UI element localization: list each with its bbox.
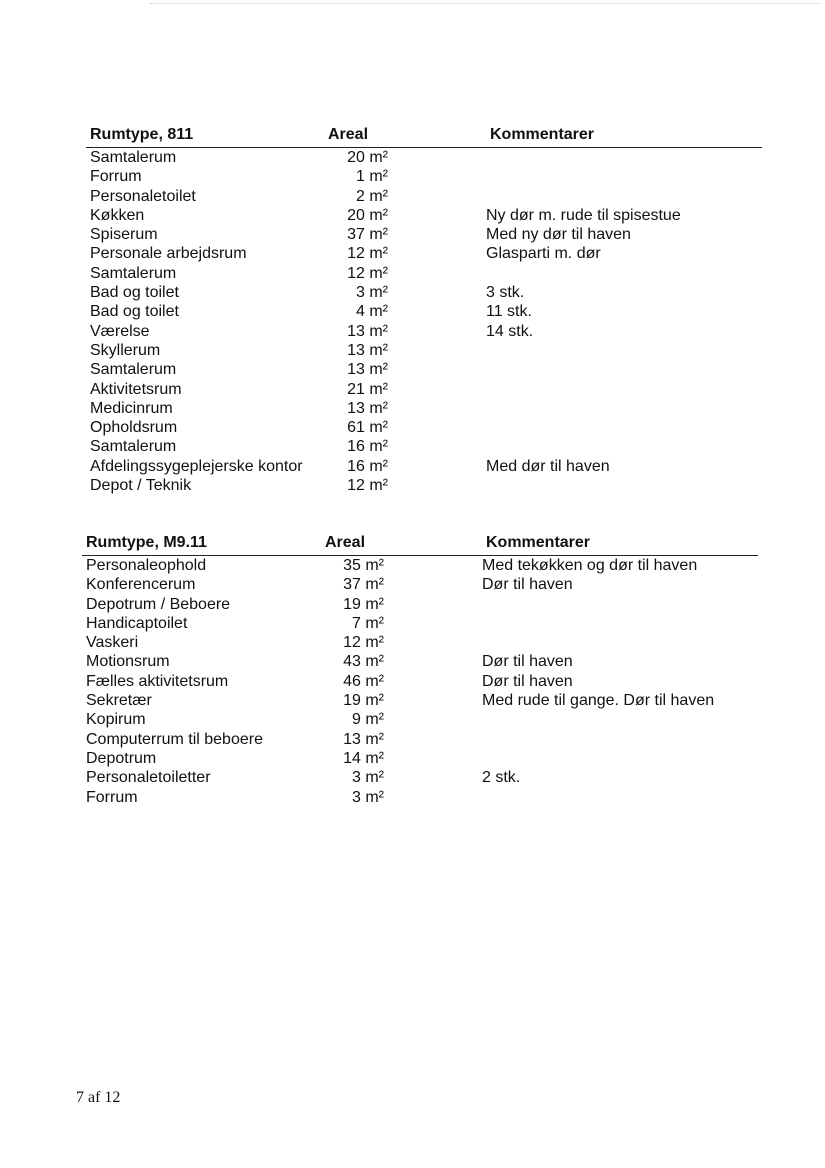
room-name-cell: Skyllerum <box>90 341 161 359</box>
area-cell: 9 m² <box>352 711 384 729</box>
area-cell: 37 m² <box>347 226 388 244</box>
room-name-cell: Spiserum <box>90 226 158 244</box>
table-row <box>86 437 762 456</box>
table-row <box>86 264 762 283</box>
area-cell: 16 m² <box>347 438 388 456</box>
table-row <box>82 614 758 633</box>
area-cell: 20 m² <box>347 149 388 166</box>
area-cell: 37 m² <box>343 576 384 594</box>
table-row <box>82 730 758 749</box>
area-cell: 12 m² <box>347 477 388 495</box>
room-type-heading: Rumtype, M9.11 <box>86 534 207 551</box>
room-name-cell: Sekretær <box>86 692 152 710</box>
area-cell: 13 m² <box>347 341 388 359</box>
area-heading: Areal <box>328 126 369 143</box>
area-cell: 13 m² <box>343 730 384 748</box>
table-row <box>82 672 758 691</box>
room-name-cell: Forrum <box>90 168 142 186</box>
table-row <box>82 652 758 671</box>
area-cell: 61 m² <box>347 419 388 437</box>
area-cell: 21 m² <box>347 380 388 398</box>
room-name-cell: Medicinrum <box>90 399 173 417</box>
area-cell: 19 m² <box>343 692 384 710</box>
comment-cell: Med ny dør til haven <box>486 226 631 244</box>
room-name-cell: Samtalerum <box>90 264 177 282</box>
room-name-cell: Handicaptoilet <box>86 614 188 632</box>
area-cell: 16 m² <box>347 457 388 475</box>
table-row <box>86 225 762 244</box>
room-name-cell: Vaskeri <box>86 634 139 652</box>
table-row <box>86 283 762 302</box>
area-cell: 46 m² <box>343 672 384 690</box>
table-row <box>82 788 758 807</box>
area-cell: 13 m² <box>347 399 388 417</box>
area-heading: Areal <box>325 534 366 551</box>
table-row <box>82 749 758 768</box>
area-cell: 19 m² <box>343 595 384 613</box>
room-name-cell: Personaletoiletter <box>86 769 211 787</box>
comments-heading: Kommentarer <box>490 126 595 143</box>
room-name-cell: Depotrum <box>86 749 157 767</box>
page-number: 7 af 12 <box>76 1089 121 1106</box>
comment-cell: Dør til haven <box>482 653 573 671</box>
room-name-cell: Kopirum <box>86 711 146 729</box>
room-name-cell: Aktivitetsrum <box>90 380 182 398</box>
area-cell: 2 m² <box>356 187 388 205</box>
table-header <box>86 124 762 148</box>
table-row <box>86 206 762 225</box>
comment-cell: Med dør til haven <box>486 457 610 475</box>
table-row <box>86 476 762 495</box>
table-row <box>86 380 762 399</box>
room-name-cell: Personaleophold <box>86 557 207 574</box>
table-row <box>86 302 762 321</box>
table-row <box>86 418 762 437</box>
room-name-cell: Computerrum til beboere <box>86 730 263 748</box>
table-row <box>82 575 758 594</box>
area-cell: 3 m² <box>352 788 384 806</box>
room-name-cell: Personale arbejdsrum <box>90 245 247 263</box>
table-row <box>86 341 762 360</box>
area-cell: 14 m² <box>343 749 384 767</box>
area-cell: 13 m² <box>347 361 388 379</box>
room-name-cell: Samtalerum <box>90 149 177 166</box>
room-name-cell: Bad og toilet <box>90 284 179 302</box>
comment-cell: Dør til haven <box>482 576 573 594</box>
table-row <box>82 691 758 710</box>
room-table-811 <box>86 124 762 495</box>
comment-cell: 14 stk. <box>486 322 534 340</box>
table-row <box>86 360 762 379</box>
room-name-cell: Samtalerum <box>90 438 177 456</box>
room-name-cell: Køkken <box>90 206 145 224</box>
table-row <box>86 322 762 341</box>
table-row <box>86 399 762 418</box>
comment-cell: 3 stk. <box>486 284 525 302</box>
table-row <box>82 768 758 787</box>
room-name-cell: Personaletoilet <box>90 187 196 205</box>
area-cell: 43 m² <box>343 653 384 671</box>
room-name-cell: Forrum <box>86 788 138 806</box>
comment-cell: Dør til haven <box>482 672 573 690</box>
area-cell: 20 m² <box>347 206 388 224</box>
room-name-cell: Bad og toilet <box>90 303 179 321</box>
table-row <box>82 595 758 614</box>
comment-cell: Med tekøkken og dør til haven <box>482 557 698 574</box>
room-name-cell: Konferencerum <box>86 576 196 594</box>
table-body <box>82 556 758 807</box>
room-name-cell: Motionsrum <box>86 653 170 671</box>
room-name-cell: Afdelingssygeplejerske kontor <box>90 457 303 475</box>
table-row <box>86 457 762 476</box>
area-cell: 3 m² <box>356 284 388 302</box>
room-type-heading: Rumtype, 811 <box>90 126 194 143</box>
comment-cell: 11 stk. <box>486 303 532 321</box>
comment-cell: Med rude til gange. Dør til haven <box>482 692 715 710</box>
area-cell: 35 m² <box>343 557 384 574</box>
comments-heading: Kommentarer <box>486 534 591 551</box>
area-cell: 4 m² <box>356 303 388 321</box>
area-cell: 13 m² <box>347 322 388 340</box>
room-table-m9-11 <box>82 532 758 807</box>
scan-border-line <box>150 3 820 4</box>
table-row <box>86 244 762 263</box>
room-name-cell: Fælles aktivitetsrum <box>86 672 229 690</box>
comment-cell: Ny dør m. rude til spisestue <box>486 206 681 224</box>
room-name-cell: Depot / Teknik <box>90 477 192 495</box>
area-cell: 12 m² <box>347 264 388 282</box>
room-name-cell: Opholdsrum <box>90 419 178 437</box>
table-row <box>86 167 762 186</box>
area-cell: 12 m² <box>347 245 388 263</box>
area-cell: 7 m² <box>352 614 384 632</box>
comment-cell: Glasparti m. dør <box>486 245 601 263</box>
comment-cell: 2 stk. <box>482 769 521 787</box>
table-header <box>82 532 758 556</box>
table-row <box>82 710 758 729</box>
area-cell: 1 m² <box>356 168 388 186</box>
room-name-cell: Samtalerum <box>90 361 177 379</box>
room-name-cell: Depotrum / Beboere <box>86 595 231 613</box>
table-row <box>86 148 762 167</box>
room-name-cell: Værelse <box>90 322 150 340</box>
table-row <box>82 633 758 652</box>
table-row <box>82 556 758 575</box>
area-cell: 12 m² <box>343 634 384 652</box>
table-body <box>86 148 762 495</box>
table-row <box>86 187 762 206</box>
area-cell: 3 m² <box>352 769 384 787</box>
